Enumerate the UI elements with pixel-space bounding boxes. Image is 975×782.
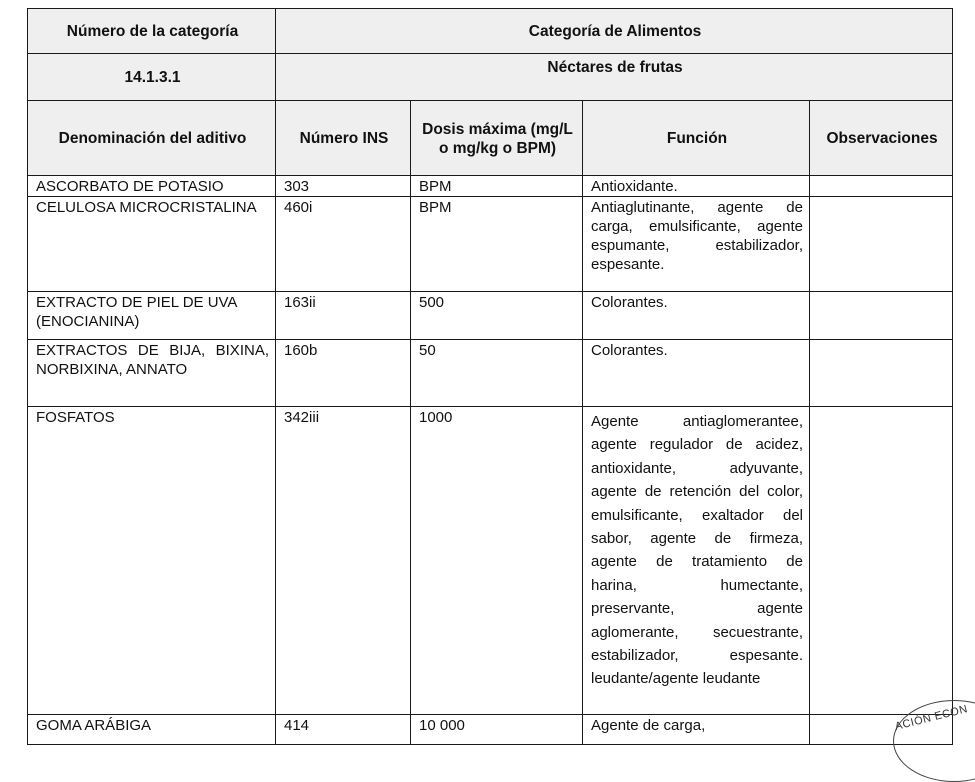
table-row — [28, 176, 953, 197]
col-header-additive: Denominación del aditivo — [28, 101, 276, 176]
cell-function: Colorantes. — [583, 340, 810, 407]
official-seal-text: ACIÓN ECON — [893, 703, 970, 733]
cell-observations — [810, 197, 953, 292]
table-row — [28, 197, 953, 292]
cell-observations — [810, 176, 953, 197]
cell-additive: FOSFATOS — [28, 407, 276, 715]
cell-ins: 342iii — [276, 407, 411, 715]
cell-function: Antioxidante. — [583, 176, 810, 197]
col-header-dose: Dosis máxima (mg/L o mg/kg o BPM) — [411, 101, 583, 176]
cell-additive: CELULOSA MICROCRISTALINA — [28, 197, 276, 292]
table-row — [28, 292, 953, 340]
cell-additive: EXTRACTOS DE BIJA, BIXINA, NORBIXINA, ANNATO — [28, 340, 276, 407]
header-row-category-number — [28, 9, 953, 54]
header-row-category-values — [28, 54, 953, 101]
column-header-row — [28, 101, 953, 176]
cell-ins: 414 — [276, 715, 411, 745]
cell-ins: 160b — [276, 340, 411, 407]
category-name: Néctares de frutas — [276, 54, 953, 101]
cell-observations — [810, 407, 953, 715]
table-row — [28, 407, 953, 715]
table-row — [28, 715, 953, 745]
cell-function: Colorantes. — [583, 292, 810, 340]
additives-table — [27, 8, 953, 745]
cell-ins: 163ii — [276, 292, 411, 340]
cell-observations — [810, 340, 953, 407]
cell-dose: BPM — [411, 176, 583, 197]
cell-dose: BPM — [411, 197, 583, 292]
col-header-observations: Observaciones — [810, 101, 953, 176]
category-label: Categoría de Alimentos — [276, 9, 953, 54]
category-number: 14.1.3.1 — [28, 54, 276, 101]
cell-dose: 1000 — [411, 407, 583, 715]
cell-dose: 50 — [411, 340, 583, 407]
category-number-label: Número de la categoría — [28, 9, 276, 54]
cell-dose: 500 — [411, 292, 583, 340]
cell-dose: 10 000 — [411, 715, 583, 745]
cell-ins: 303 — [276, 176, 411, 197]
cell-additive: GOMA ARÁBIGA — [28, 715, 276, 745]
table-row — [28, 340, 953, 407]
cell-function: Antiaglutinante, agente de carga, emulsificante, agente espumante, estabilizador, espesante. — [583, 197, 810, 292]
cell-additive: ASCORBATO DE POTASIO — [28, 176, 276, 197]
col-header-function: Función — [583, 101, 810, 176]
cell-function: Agente antiaglomerantee, agente regulador de acidez, antioxidante, adyuvante, agente de retención del color, emulsificante, exaltador del sabor, agente de firmeza, agente de tratamiento de harina, humectante, preservante, agente aglomerante, secuestrante, estabilizador, espesante. leudante/agente leudante — [583, 407, 810, 715]
cell-observations — [810, 292, 953, 340]
cell-function: Agente de carga, — [583, 715, 810, 745]
cell-additive: EXTRACTO DE PIEL DE UVA (ENOCIANINA) — [28, 292, 276, 340]
cell-ins: 460i — [276, 197, 411, 292]
col-header-ins: Número INS — [276, 101, 411, 176]
